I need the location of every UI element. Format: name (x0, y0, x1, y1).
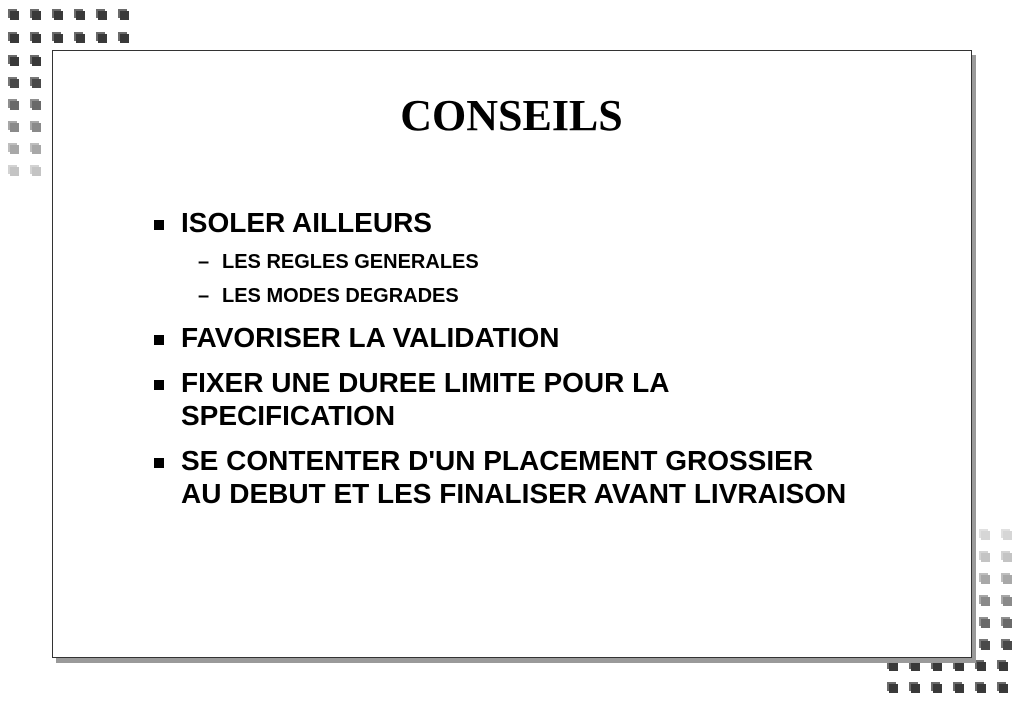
decorative-square (979, 573, 990, 584)
sub-bullet-list (181, 245, 852, 313)
decorative-square (74, 32, 85, 43)
square-bullet-icon (154, 380, 164, 390)
decorative-square (979, 551, 990, 562)
sub-bullet-item (181, 245, 852, 279)
decorative-square (975, 660, 986, 671)
bullet-text: ISOLER AILLEURS (181, 207, 432, 238)
decorative-square (52, 9, 63, 20)
decorative-square (8, 9, 19, 20)
sub-bullet-text: LES REGLES GENERALES (222, 251, 479, 273)
bullet-item (152, 206, 852, 313)
square-bullet-icon (154, 335, 164, 345)
decorative-square (8, 55, 19, 66)
decorative-square (30, 77, 41, 88)
decorative-square (979, 529, 990, 540)
square-bullet-icon (154, 220, 164, 230)
decorative-square (118, 32, 129, 43)
decorative-square (931, 682, 942, 693)
decorative-square (96, 32, 107, 43)
bullet-item (152, 321, 852, 354)
decorative-square (30, 165, 41, 176)
square-bullet-icon (154, 458, 164, 468)
bullet-list (152, 206, 852, 522)
decorative-square (1001, 573, 1012, 584)
decorative-square (30, 143, 41, 154)
bullet-item (152, 444, 852, 510)
decorative-square (979, 639, 990, 650)
decorative-square (979, 595, 990, 606)
decorative-square (118, 9, 129, 20)
decorative-square (909, 682, 920, 693)
decorative-square (997, 682, 1008, 693)
decorative-square (975, 682, 986, 693)
decorative-square (1001, 551, 1012, 562)
bullet-item (152, 366, 852, 432)
decorative-square (30, 9, 41, 20)
slide-title: CONSEILS (400, 91, 623, 140)
decorative-square (8, 165, 19, 176)
decorative-square (52, 32, 63, 43)
decorative-square (1001, 639, 1012, 650)
sub-bullet-item (181, 279, 852, 313)
decorative-square (8, 32, 19, 43)
dash-marker: – (198, 285, 210, 307)
decorative-square (1001, 617, 1012, 628)
decorative-square (953, 682, 964, 693)
decorative-square (74, 9, 85, 20)
decorative-square (30, 32, 41, 43)
bullet-text: FIXER UNE DUREE LIMITE POUR LA SPECIFICATION (181, 367, 669, 431)
bullet-text: SE CONTENTER D'UN PLACEMENT GROSSIER AU DEBUT ET LES FINALISER AVANT LIVRAISON (181, 445, 847, 509)
decorative-square (1001, 595, 1012, 606)
dash-marker: – (198, 251, 210, 273)
decorative-square (8, 143, 19, 154)
decorative-square (96, 9, 107, 20)
bullet-text: FAVORISER LA VALIDATION (181, 322, 560, 353)
decorative-square (997, 660, 1008, 671)
sub-bullet-text: LES MODES DEGRADES (222, 285, 459, 307)
decorative-square (887, 682, 898, 693)
decorative-square (30, 55, 41, 66)
decorative-square (979, 617, 990, 628)
decorative-square (1001, 529, 1012, 540)
decorative-square (8, 77, 19, 88)
